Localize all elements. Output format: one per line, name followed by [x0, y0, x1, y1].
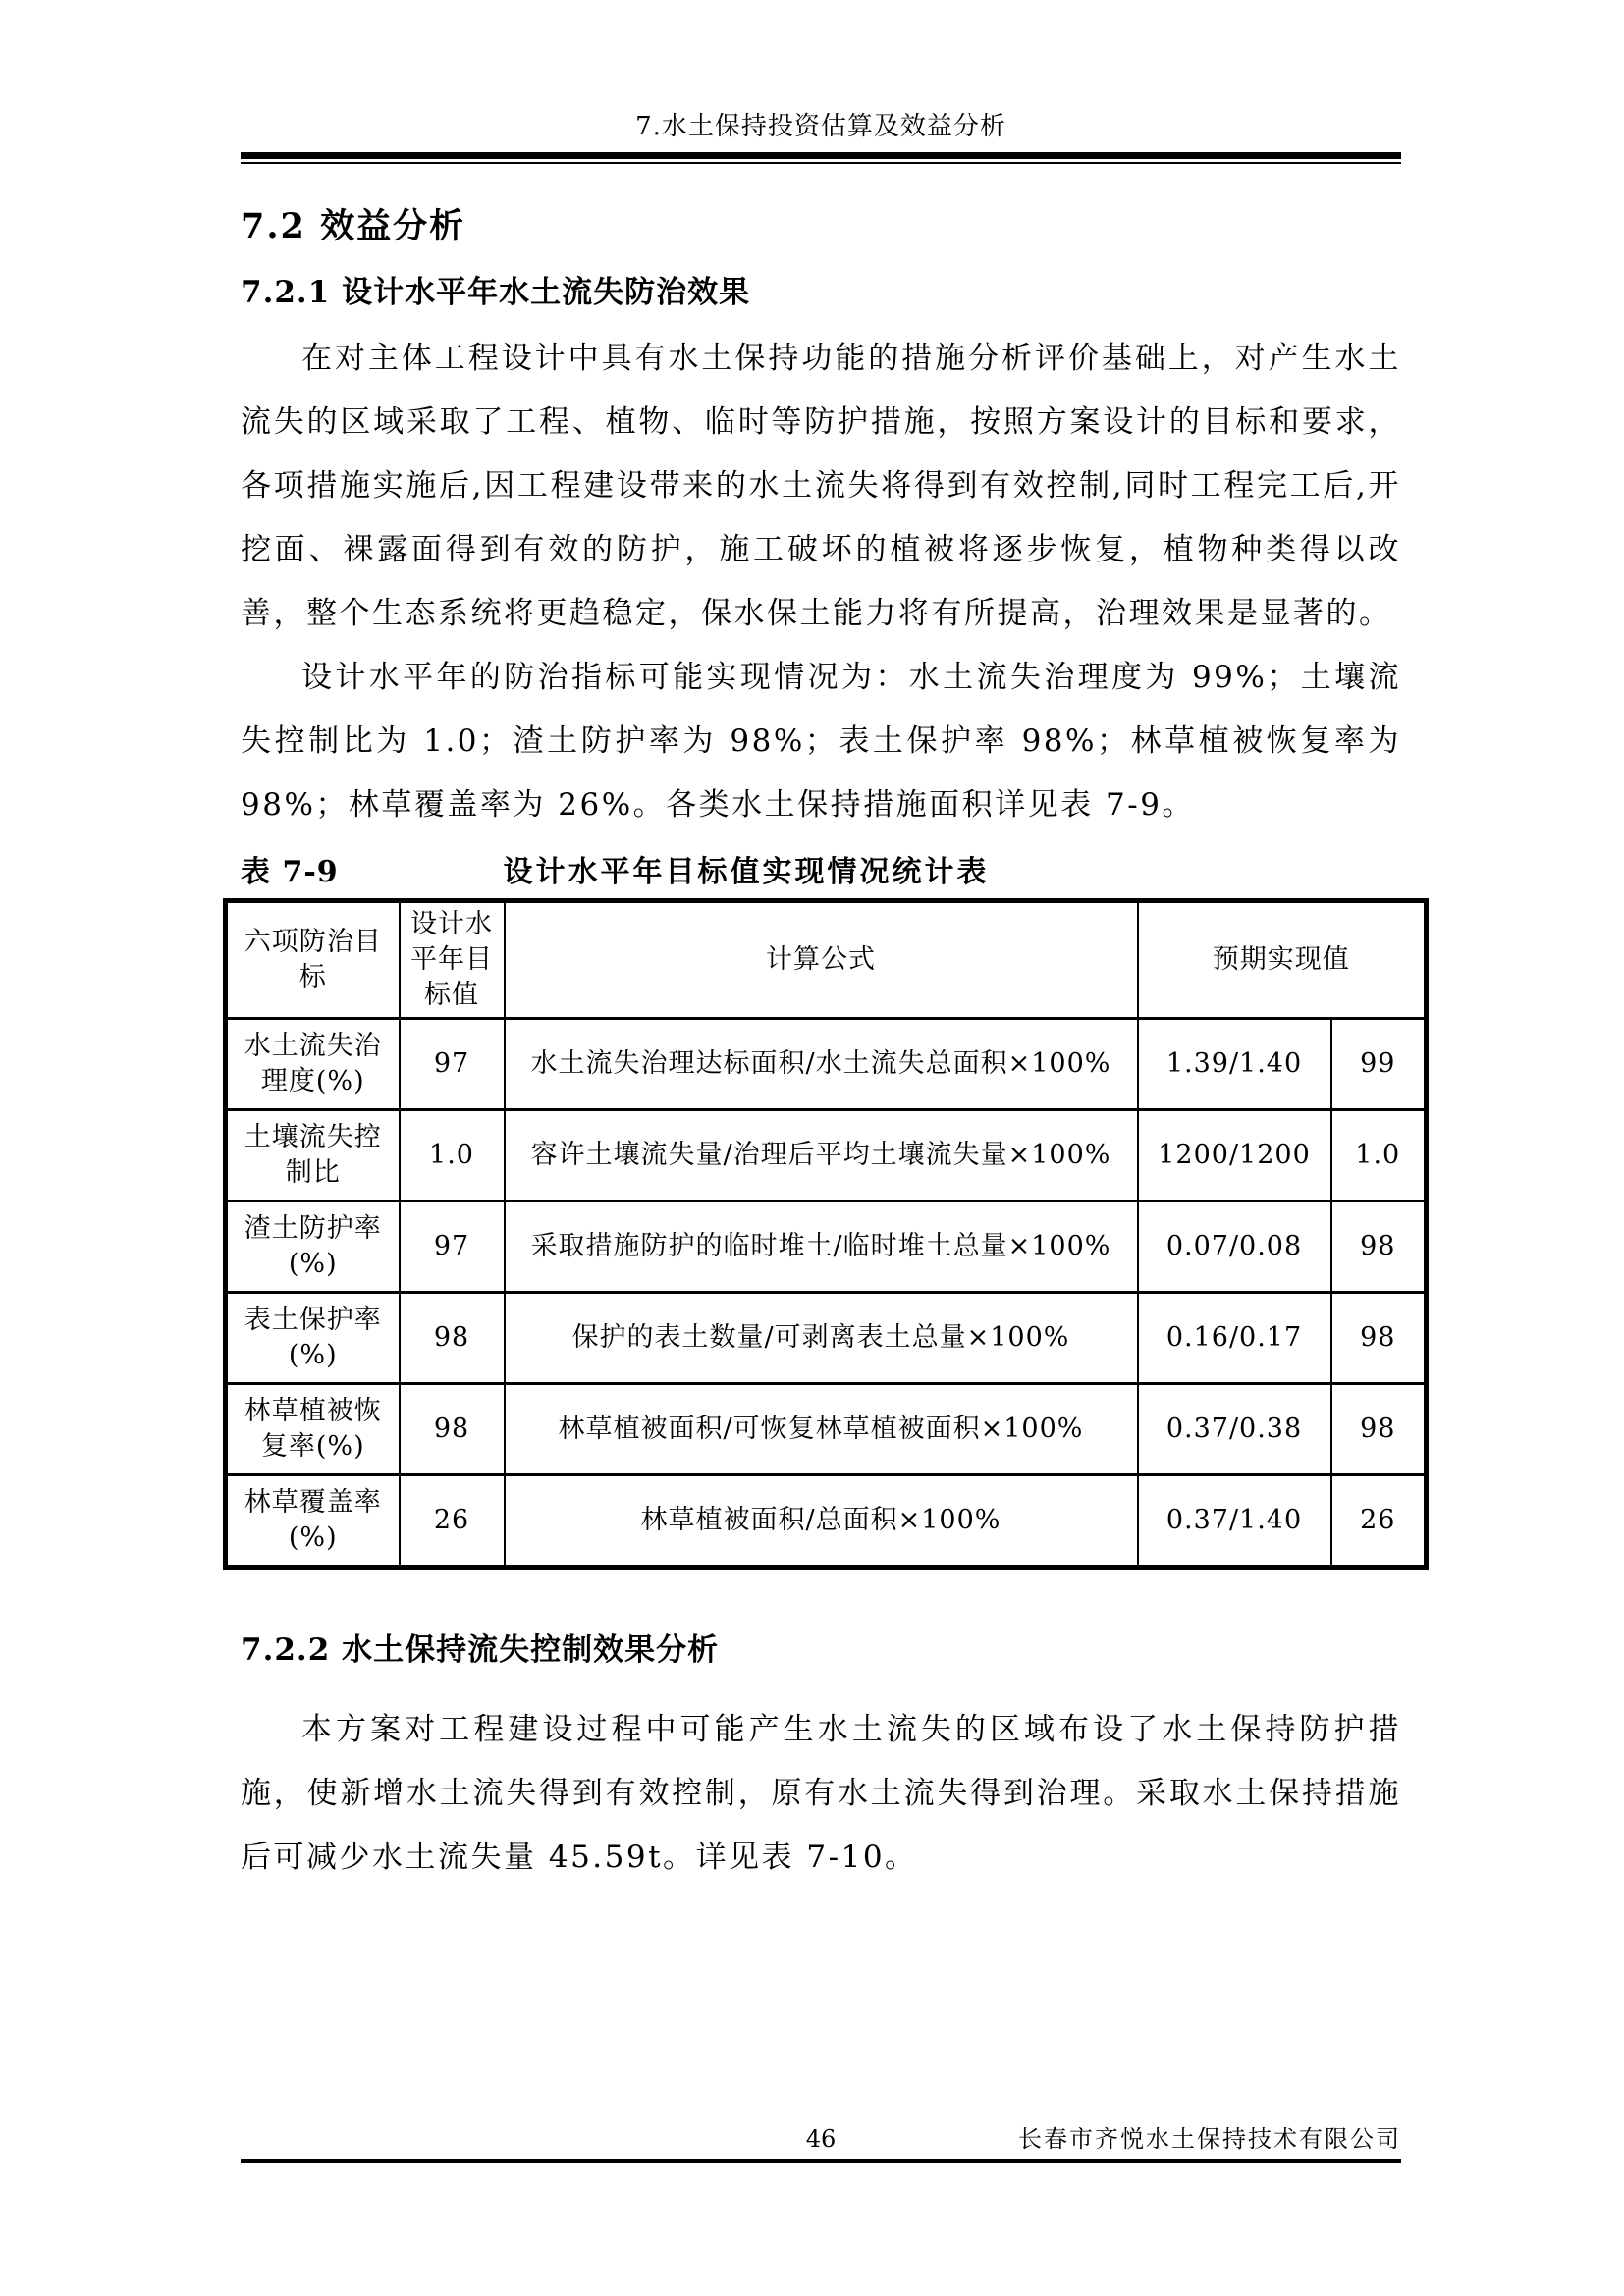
footer-rule	[241, 2159, 1401, 2163]
section-title: 7.2 效益分析	[241, 206, 466, 246]
table-row	[226, 1019, 1427, 1110]
table-caption-label: 表 7-9	[241, 855, 339, 889]
header-cell-formula: 计算公式	[505, 901, 1138, 1019]
table-row	[226, 1293, 1427, 1384]
cell-expected: 1.39/1.40	[1138, 1019, 1331, 1110]
cell-target: 表土保护率(%)	[226, 1293, 400, 1384]
table-row	[226, 1201, 1427, 1293]
table-caption-title: 设计水平年目标值实现情况统计表	[503, 855, 990, 889]
cell-achieved: 98	[1331, 1384, 1427, 1475]
cell-achieved: 99	[1331, 1019, 1427, 1110]
cell-achieved: 26	[1331, 1475, 1427, 1568]
cell-target: 林草覆盖率(%)	[226, 1475, 400, 1568]
cell-goal: 98	[400, 1384, 505, 1475]
cell-achieved: 1.0	[1331, 1110, 1427, 1201]
cell-expected: 0.37/1.40	[1138, 1475, 1331, 1568]
subsection-title-722: 7.2.2 水土保持流失控制效果分析	[241, 1632, 720, 1668]
cell-formula: 容许土壤流失量/治理后平均土壤流失量×100%	[505, 1110, 1138, 1201]
cell-formula: 保护的表土数量/可剥离表土总量×100%	[505, 1293, 1138, 1384]
running-header: 7.水土保持投资估算及效益分析	[635, 112, 1006, 141]
cell-formula: 采取措施防护的临时堆土/临时堆土总量×100%	[505, 1201, 1138, 1293]
table-row	[226, 1475, 1427, 1568]
cell-expected: 0.07/0.08	[1138, 1201, 1331, 1293]
cell-goal: 97	[400, 1019, 505, 1110]
cell-achieved: 98	[1331, 1201, 1427, 1293]
table-row	[226, 1384, 1427, 1475]
cell-goal: 26	[400, 1475, 505, 1568]
page-number: 46	[805, 2125, 837, 2153]
cell-expected: 0.16/0.17	[1138, 1293, 1331, 1384]
cell-goal: 1.0	[400, 1110, 505, 1201]
cell-formula: 林草植被面积/总面积×100%	[505, 1475, 1138, 1568]
paragraph-3: 本方案对工程建设过程中可能产生水土流失的区域布设了水土保持防护措施，使新增水土流失得到有效控制，原有水土流失得到治理。采取水土保持措施后可减少水土流失量 45.59t。详见表 7-10。	[241, 1712, 1401, 1875]
subsection-title-721: 7.2.1 设计水平年水土流失防治效果	[241, 275, 751, 310]
paragraph-1: 在对主体工程设计中具有水土保持功能的措施分析评价基础上，对产生水土流失的区域采取了工程、植物、临时等防护措施，按照方案设计的目标和要求，各项措施实施后,因工程建设带来的水土流失将得到有效控制,同时工程完工后,开挖面、裸露面得到有效的防护，施工破坏的植被将逐步恢复，植物种类得以改善，整个生态系统将更趋稳定，保水保土能力将有所提高，治理效果是显著的。	[241, 341, 1401, 631]
table-row	[226, 1110, 1427, 1201]
cell-target: 林草植被恢复率(%)	[226, 1384, 400, 1475]
page-footer	[241, 2122, 1401, 2160]
cell-goal: 97	[400, 1201, 505, 1293]
cell-target: 渣土防护率(%)	[226, 1201, 400, 1293]
cell-expected: 0.37/0.38	[1138, 1384, 1331, 1475]
cell-target: 水土流失治理度(%)	[226, 1019, 400, 1110]
cell-goal: 98	[400, 1293, 505, 1384]
cell-expected: 1200/1200	[1138, 1110, 1331, 1201]
cell-target: 土壤流失控制比	[226, 1110, 400, 1201]
header-cell-goal: 设计水平年目标值	[400, 901, 505, 1019]
cell-formula: 林草植被面积/可恢复林草植被面积×100%	[505, 1384, 1138, 1475]
header-rule	[241, 152, 1401, 164]
page-content	[241, 0, 1401, 1890]
footer-company-name: 长春市齐悦水土保持技术有限公司	[1018, 2125, 1401, 2153]
cell-formula: 水土流失治理达标面积/水土流失总面积×100%	[505, 1019, 1138, 1110]
table-caption	[241, 855, 1401, 890]
header-cell-targets: 六项防治目标	[226, 901, 400, 1019]
cell-achieved: 98	[1331, 1293, 1427, 1384]
header-cell-expected: 预期实现值	[1138, 901, 1427, 1019]
paragraph-2: 设计水平年的防治指标可能实现情况为：水土流失治理度为 99%；土壤流失控制比为 1.0；渣土防护率为 98%；表土保护率 98%；林草植被恢复率为 98%；林草覆盖率为 26%。各类水土保持措施面积详见表 7-9。	[241, 660, 1401, 823]
goal-achievement-table	[223, 898, 1429, 1570]
table-header-row	[226, 901, 1427, 1019]
